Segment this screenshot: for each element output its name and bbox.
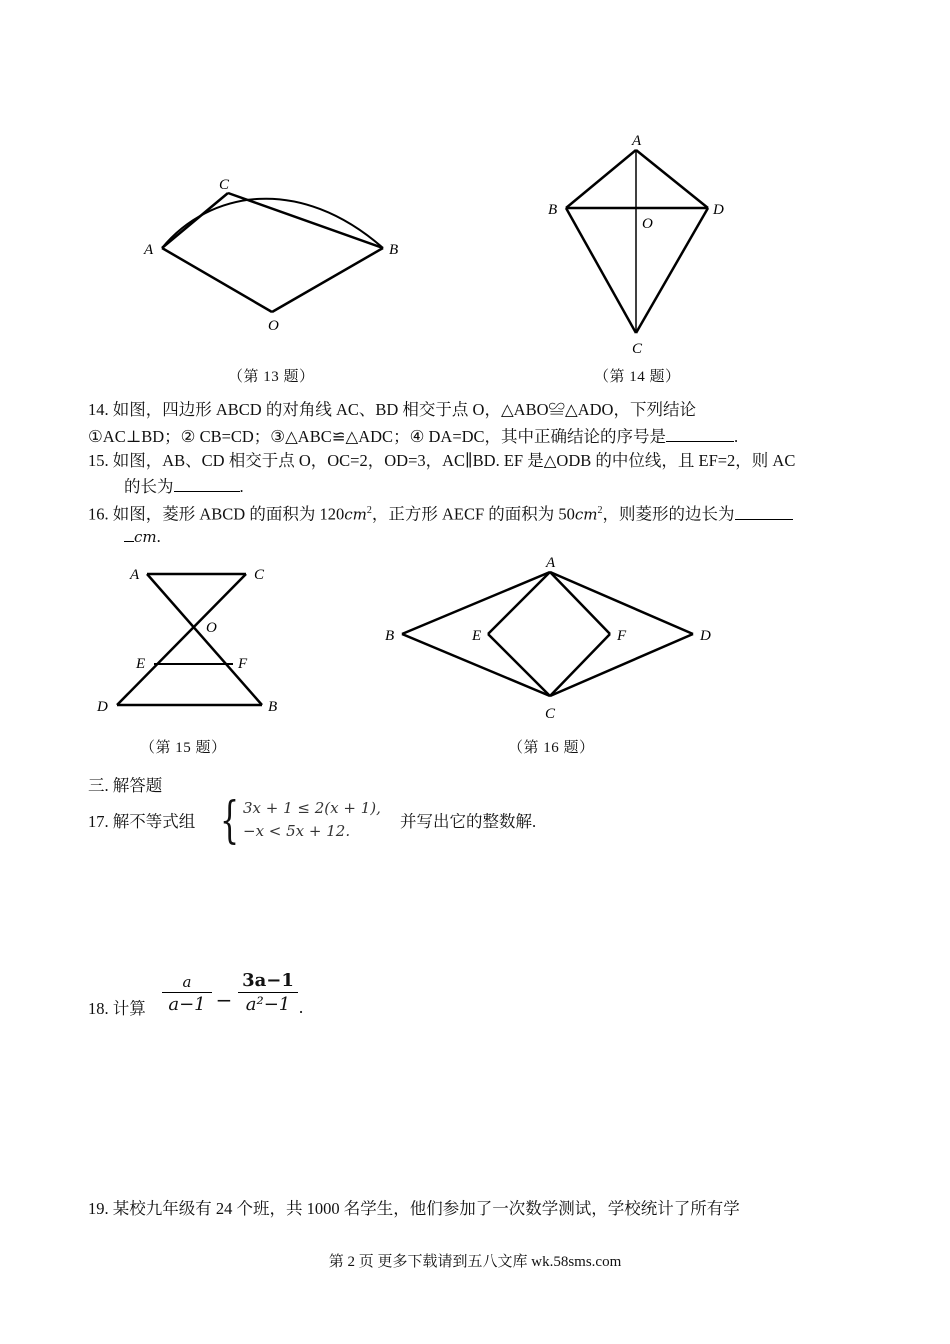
question-15-end: . [239, 477, 244, 496]
label-C: C [219, 177, 230, 193]
question-14-line1: 14. 如图，四边形 ABCD 的对角线 AC、BD 相交于点 O，△ABO≌△ADO，下列结论 [88, 400, 696, 419]
figure-15-diagram [92, 560, 292, 720]
question-16-part3: ，则菱形的边长为 [602, 504, 735, 524]
question-16-part2: ，正方形 AECF 的面积为 50 [371, 504, 575, 524]
caption-13: （第 13 题） [228, 369, 315, 385]
label-F: F [238, 656, 248, 672]
unit-exponent: 2 [597, 505, 603, 516]
caption-14: （第 14 题） [594, 369, 681, 385]
question-14-text: ①AC⊥BD；② CB=CD；③△ABC≌△ADC；④ DA=DC，其中正确结论的序号是 [88, 427, 667, 446]
fraction-2 [238, 970, 298, 1017]
label-B: B [268, 699, 278, 715]
question-16-line2 [124, 525, 161, 548]
question-19: 19. 某校九年级有 24 个班，共 1000 名学生，他们参加了一次数学测试，学校统计了所有学 [88, 1199, 740, 1218]
answer-blank-16-cont[interactable] [124, 525, 134, 542]
label-A: A [130, 567, 140, 583]
label-D: D [713, 202, 724, 218]
fraction-2-denominator: a²−1 [238, 992, 298, 1017]
question-18-prefix: 18. 计算 [88, 999, 146, 1018]
figure-14 [540, 130, 740, 360]
label-B: B [548, 202, 558, 218]
question-17-suffix: 并写出它的整数解. [400, 812, 537, 831]
answer-blank-14[interactable] [666, 425, 734, 442]
label-E: E [136, 656, 146, 672]
question-17-prefix: 17. 解不等式组 [88, 812, 196, 831]
answer-blank-16[interactable] [735, 503, 793, 520]
fraction-2-numerator: 3a−1 [242, 970, 294, 991]
label-C: C [545, 706, 556, 722]
label-F: F [617, 628, 627, 644]
caption-16: （第 16 题） [508, 740, 595, 756]
fraction-1-denominator: a−1 [162, 992, 212, 1017]
minus-sign: − [215, 988, 233, 1012]
label-C: C [632, 341, 643, 357]
question-16-end: . [156, 527, 161, 546]
unit-cm: cm [574, 505, 598, 524]
figure-16-diagram [380, 552, 730, 727]
question-15-line2 [124, 475, 244, 498]
figure-15 [92, 560, 292, 720]
label-A: A [632, 133, 642, 149]
unit-cm: cm [134, 528, 157, 546]
label-B: B [389, 242, 399, 258]
label-O: O [206, 620, 217, 636]
caption-15: （第 15 题） [140, 740, 227, 756]
brace-icon: { [220, 791, 240, 849]
label-B: B [385, 628, 395, 644]
label-O: O [642, 216, 653, 232]
fraction-1-numerator: a [182, 973, 192, 991]
inequality-1: 3x + 1 ≤ 2(x + 1), [243, 799, 381, 817]
fraction-1 [162, 972, 212, 1017]
figure-13-diagram [140, 170, 410, 340]
question-18-end: . [298, 998, 304, 1017]
label-E: E [472, 628, 482, 644]
figure-13 [140, 170, 410, 340]
label-A: A [144, 242, 154, 258]
question-14-end: . [734, 427, 739, 446]
figure-16 [380, 552, 730, 727]
question-15-text: 的长为 [124, 477, 174, 496]
page-footer: 第 2 页 更多下载请到五八文库 wk.58sms.com [328, 1254, 622, 1270]
label-D: D [700, 628, 711, 644]
label-C: C [254, 567, 265, 583]
inequality-2: −x < 5x + 12. [243, 822, 351, 840]
question-16-line1 [88, 500, 793, 526]
figure-14-diagram [540, 130, 740, 360]
label-O: O [268, 318, 279, 334]
question-15-line1: 15. 如图，AB、CD 相交于点 O，OC=2，OD=3，AC∥BD. EF 是△ODB 的中位线，且 EF=2，则 AC [88, 451, 796, 470]
question-14-line2 [88, 425, 738, 448]
label-D: D [97, 699, 108, 715]
answer-blank-15[interactable] [174, 475, 240, 492]
unit-exponent: 2 [366, 505, 372, 516]
question-16-part1: 16. 如图，菱形 ABCD 的面积为 120 [88, 504, 345, 524]
label-A: A [546, 555, 556, 571]
section-heading: 三. 解答题 [88, 776, 163, 795]
unit-cm: cm [344, 505, 367, 524]
